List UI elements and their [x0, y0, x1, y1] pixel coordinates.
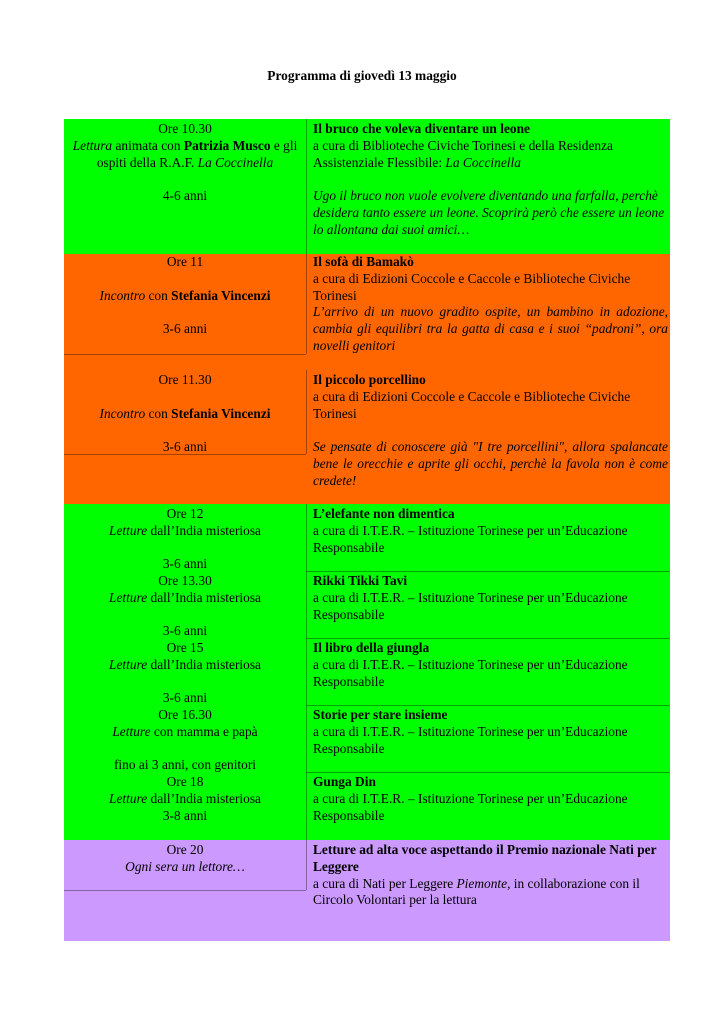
age-range: 3-8 anni	[162, 807, 208, 823]
description: Ugo il bruco non vuole evolvere diventando una farfalla, perchè desidera tanto essere un leone. Scoprirà però che essere un leone lo allontana dai suoi amici…	[313, 188, 665, 237]
guest-name: Stefania Vincenzi	[171, 287, 271, 303]
page-title: Programma di giovedì 13 maggio	[267, 68, 457, 83]
curator: a cura di Edizioni Coccole e Caccole e Biblioteche Civiche Torinesi	[313, 388, 631, 421]
event-time: Ore 20	[166, 842, 204, 857]
event-info: Ore 18 Letture dall’India misteriosa 3-8 anni	[64, 774, 306, 824]
book-title: Il piccolo porcellino	[313, 372, 426, 387]
age-range: 4-6 anni	[162, 188, 208, 204]
event-info: Ore 11.30 Incontro con Stefania Vincenzi 3-6 anni	[64, 372, 306, 456]
event-time: Ore 13.30	[158, 573, 212, 588]
event-details	[313, 707, 668, 757]
age-range: fino ai 3 anni, con genitori	[113, 757, 257, 773]
event-row	[64, 370, 670, 504]
activity-type: Letture	[109, 522, 148, 538]
age-range: 3-6 anni	[162, 623, 208, 639]
age-range: 3-6 anni	[162, 690, 208, 706]
event-details	[313, 506, 668, 556]
curator: a cura di Edizioni Coccole e Caccole e Biblioteche Civiche Torinesi	[313, 270, 631, 303]
event-info: Ore 16.30 Letture con mamma e papà fino ai 3 anni, con genitori	[64, 707, 306, 774]
event-details	[313, 573, 668, 623]
age-range: 3-6 anni	[162, 556, 208, 572]
book-title: Rikki Tikki Tavi	[313, 573, 408, 588]
description: L’arrivo di un nuovo gradito ospite, un bambino in adozione, cambia gli equilibri tra la gatta di casa e i suoi “padroni”, ora novelli genitori	[313, 304, 668, 353]
event-info: Ore 10.30 Lettura animata con Patrizia Musco e gli ospiti della R.A.F. La Coccinella 4-6 anni	[64, 121, 306, 205]
event-info: Ore 11 Incontro con Stefania Vincenzi 3-6 anni	[64, 254, 306, 338]
activity-type: Lettura	[72, 137, 113, 153]
curator: a cura di Nati per Leggere Piemonte, in collaborazione con il Circolo Volontari per la lettura	[313, 875, 640, 908]
curator: a cura di I.T.E.R. – Istituzione Torinese per un’Educazione Responsabile	[313, 522, 628, 555]
curator: a cura di I.T.E.R. – Istituzione Torinese per un’Educazione Responsabile	[313, 790, 628, 823]
guest-name: Stefania Vincenzi	[171, 405, 271, 421]
event-group	[64, 504, 670, 840]
event-time: Ore 18	[166, 774, 204, 789]
event-info: Ore 13.30 Letture dall’India misteriosa 3-6 anni	[64, 573, 306, 640]
event-time: Ore 16.30	[158, 707, 212, 722]
book-title: L’elefante non dimentica	[313, 506, 455, 521]
event-time: Ore 15	[166, 640, 204, 655]
book-title: Gunga Din	[313, 774, 376, 789]
event-time: Ore 10.30	[158, 121, 212, 136]
curator: a cura di Biblioteche Civiche Torinesi e della Residenza Assistenziale Flessibile: La Coccinella	[313, 137, 614, 170]
event-time: Ore 11.30	[158, 372, 212, 387]
book-title: Il libro della giungla	[313, 640, 430, 655]
age-range: 3-6 anni	[162, 321, 208, 337]
event-time: Ore 11	[166, 254, 204, 269]
event-details	[313, 842, 668, 909]
activity-type: Ogni sera un lettore…	[125, 858, 245, 874]
event-info: Ore 12 Letture dall’India misteriosa 3-6 anni	[64, 506, 306, 573]
event-details	[313, 774, 668, 824]
curator: a cura di I.T.E.R. – Istituzione Torinese per un’Educazione Responsabile	[313, 723, 628, 756]
event-info: Ore 15 Letture dall’India misteriosa 3-6 anni	[64, 640, 306, 707]
book-title: Letture ad alta voce aspettando il Premio nazionale Nati per Leggere	[313, 842, 657, 874]
event-info	[64, 842, 306, 876]
event-time: Ore 12	[166, 506, 204, 521]
activity-type: Letture	[109, 589, 148, 605]
event-row	[64, 840, 670, 941]
activity-type: Incontro	[99, 405, 146, 421]
activity-type: Letture	[109, 790, 148, 806]
event-details	[313, 121, 668, 239]
event-details	[313, 254, 668, 355]
activity-type: Letture	[109, 656, 148, 672]
event-details	[313, 640, 668, 690]
activity-type: Incontro	[99, 287, 146, 303]
event-row	[64, 254, 670, 370]
book-title: Il sofà di Bamakò	[313, 254, 414, 269]
curator: a cura di I.T.E.R. – Istituzione Torinese per un’Educazione Responsabile	[313, 656, 628, 689]
curator: a cura di I.T.E.R. – Istituzione Torinese per un’Educazione Responsabile	[313, 589, 628, 622]
event-details	[313, 372, 668, 490]
book-title: Storie per stare insieme	[313, 707, 448, 722]
activity-type: Letture	[112, 723, 151, 739]
book-title: Il bruco che voleva diventare un leone	[313, 121, 530, 136]
age-range: 3-6 anni	[162, 439, 208, 455]
guest-name: Patrizia Musco	[183, 137, 271, 153]
description: Se pensate di conoscere già "I tre porcellini", allora spalancate bene le orecchie e aprite gli occhi, perchè la favola non è come credete!	[313, 439, 668, 488]
event-row	[64, 119, 670, 254]
